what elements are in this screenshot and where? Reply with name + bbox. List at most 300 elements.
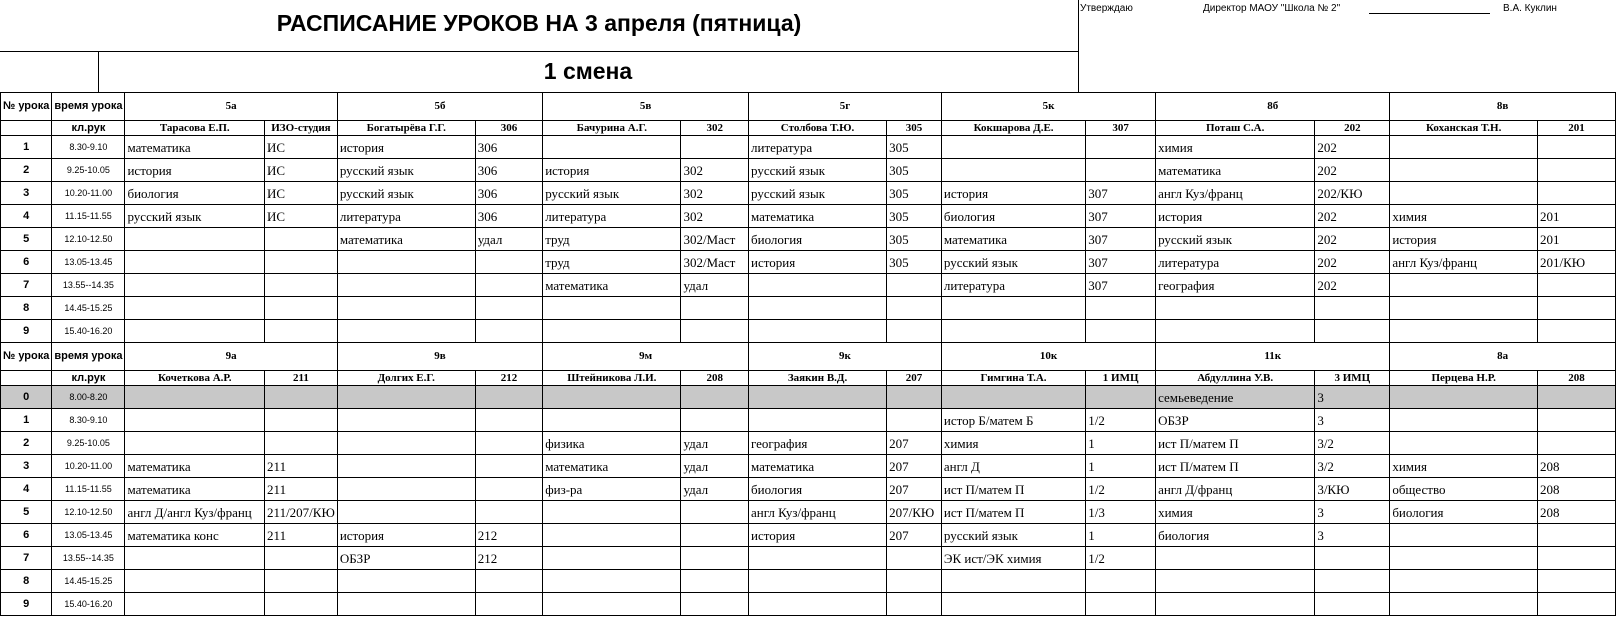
room-cell — [1086, 386, 1156, 409]
subject-cell — [749, 386, 887, 409]
room-cell: 208 — [1538, 478, 1616, 501]
class-teacher-label: кл.рук — [52, 121, 125, 136]
subject-cell: истор Б/матем Б — [941, 409, 1085, 432]
room-cell: 305 — [887, 159, 942, 182]
room-cell: 1 — [1086, 524, 1156, 547]
room-cell — [1538, 524, 1616, 547]
subject-cell: англ Д/англ Куз/франц — [125, 501, 265, 524]
room-cell — [475, 570, 543, 593]
room-cell — [1086, 593, 1156, 616]
room-cell — [265, 409, 338, 432]
subject-cell — [1156, 547, 1315, 570]
subject-cell — [337, 570, 475, 593]
room-cell — [1315, 320, 1390, 343]
class-room: 207 — [887, 371, 942, 386]
class-room: 307 — [1086, 121, 1156, 136]
schedule-table — [0, 92, 1616, 616]
lesson-row — [1, 205, 1616, 228]
room-cell: 211/207/КЮ — [265, 501, 338, 524]
subject-cell — [125, 570, 265, 593]
subject-cell: литература — [1156, 251, 1315, 274]
room-cell — [1538, 386, 1616, 409]
room-cell: 202 — [1315, 205, 1390, 228]
class-room: 208 — [681, 371, 749, 386]
room-cell — [1538, 136, 1616, 159]
room-cell — [265, 228, 338, 251]
subject-cell: история — [125, 159, 265, 182]
class-teacher: Богатырёва Г.Г. — [337, 121, 475, 136]
lesson-time: 8.30-9.10 — [52, 136, 125, 159]
subject-cell: физика — [543, 432, 681, 455]
room-cell: 3 — [1315, 501, 1390, 524]
subject-cell: литература — [543, 205, 681, 228]
room-cell — [681, 524, 749, 547]
room-cell — [681, 320, 749, 343]
class-name: 8а — [1390, 343, 1616, 371]
room-cell — [1538, 297, 1616, 320]
lesson-number: 3 — [1, 182, 52, 205]
lesson-number: 3 — [1, 455, 52, 478]
subject-cell: химия — [941, 432, 1085, 455]
lesson-number: 7 — [1, 547, 52, 570]
room-cell — [1086, 320, 1156, 343]
room-cell — [887, 297, 942, 320]
room-cell: 1/2 — [1086, 478, 1156, 501]
room-cell — [475, 320, 543, 343]
room-cell: 307 — [1086, 205, 1156, 228]
room-cell: 202 — [1315, 136, 1390, 159]
teacher-header-row — [1, 121, 1616, 136]
lesson-number: 2 — [1, 159, 52, 182]
subject-cell — [1390, 274, 1538, 297]
lesson-row — [1, 320, 1616, 343]
subject-cell: русский язык — [941, 251, 1085, 274]
room-cell — [1086, 159, 1156, 182]
class-teacher: Перцева Н.Р. — [1390, 371, 1538, 386]
room-cell — [1538, 409, 1616, 432]
subject-cell: математика — [337, 228, 475, 251]
subject-cell: биология — [1156, 524, 1315, 547]
class-name: 5г — [749, 93, 942, 121]
class-room: 211 — [265, 371, 338, 386]
subject-cell: труд — [543, 251, 681, 274]
subject-cell: история — [543, 159, 681, 182]
room-cell: 202 — [1315, 251, 1390, 274]
subject-cell: ОБЗР — [337, 547, 475, 570]
room-cell — [1538, 570, 1616, 593]
room-cell — [1315, 297, 1390, 320]
room-cell: 3/2 — [1315, 432, 1390, 455]
subject-cell — [543, 570, 681, 593]
subject-cell: англ Д/франц — [1156, 478, 1315, 501]
subject-cell: англ Куз/франц — [749, 501, 887, 524]
class-teacher: Штейникова Л.И. — [543, 371, 681, 386]
lesson-number: 4 — [1, 478, 52, 501]
room-cell: ИС — [265, 205, 338, 228]
subject-cell — [749, 409, 887, 432]
room-cell: 306 — [475, 159, 543, 182]
lesson-number: 5 — [1, 501, 52, 524]
page-title: РАСПИСАНИЕ УРОКОВ НА 3 апреля (пятница) — [276, 10, 802, 36]
subject-cell: история — [749, 524, 887, 547]
blank-header-cell — [1, 371, 52, 386]
lesson-row — [1, 478, 1616, 501]
room-cell: 305 — [887, 136, 942, 159]
signature-line — [1369, 13, 1490, 14]
room-cell — [475, 478, 543, 501]
subject-cell: история — [337, 524, 475, 547]
room-cell: 207 — [887, 455, 942, 478]
room-cell: 207 — [887, 432, 942, 455]
room-cell — [1538, 182, 1616, 205]
room-cell: 307 — [1086, 251, 1156, 274]
subject-cell: русский язык — [749, 182, 887, 205]
room-cell: 207 — [887, 478, 942, 501]
class-header-row — [1, 343, 1616, 371]
room-cell: удал — [681, 432, 749, 455]
subject-cell: история — [1156, 205, 1315, 228]
class-teacher: Коханская Т.Н. — [1390, 121, 1538, 136]
room-cell — [475, 501, 543, 524]
room-cell: 202 — [1315, 228, 1390, 251]
subject-cell — [749, 320, 887, 343]
room-cell — [265, 570, 338, 593]
subject-cell: литература — [941, 274, 1085, 297]
subject-cell: ОБЗР — [1156, 409, 1315, 432]
class-teacher: Заякин В.Д. — [749, 371, 887, 386]
class-room: ИЗО-студия — [265, 121, 338, 136]
room-cell: 1 — [1086, 432, 1156, 455]
subject-cell — [941, 570, 1085, 593]
class-room: 302 — [681, 121, 749, 136]
subject-cell — [1390, 524, 1538, 547]
subject-cell: физ-ра — [543, 478, 681, 501]
subject-cell — [1156, 570, 1315, 593]
subject-cell: ист П/матем П — [941, 501, 1085, 524]
room-cell — [1086, 297, 1156, 320]
subject-cell: история — [941, 182, 1085, 205]
room-cell: 201 — [1538, 228, 1616, 251]
room-cell: удал — [681, 274, 749, 297]
lesson-number: 4 — [1, 205, 52, 228]
subject-cell — [337, 386, 475, 409]
subject-cell — [749, 274, 887, 297]
room-cell: 201 — [1538, 205, 1616, 228]
class-teacher: Гимгина Т.А. — [941, 371, 1085, 386]
room-cell: 208 — [1538, 455, 1616, 478]
subject-cell: общество — [1390, 478, 1538, 501]
class-name: 9а — [125, 343, 337, 371]
subject-cell — [337, 478, 475, 501]
class-name: 9к — [749, 343, 942, 371]
lesson-row — [1, 297, 1616, 320]
room-cell — [887, 593, 942, 616]
lesson-number: 6 — [1, 251, 52, 274]
room-cell: 302/Маст — [681, 251, 749, 274]
subject-cell: русский язык — [125, 205, 265, 228]
room-cell: 302 — [681, 159, 749, 182]
subject-cell: англ Куз/франц — [1156, 182, 1315, 205]
lesson-number: 6 — [1, 524, 52, 547]
room-cell: удал — [681, 455, 749, 478]
room-cell — [1315, 570, 1390, 593]
room-cell: 1/3 — [1086, 501, 1156, 524]
subject-cell — [337, 501, 475, 524]
subject-cell — [125, 228, 265, 251]
room-cell: 307 — [1086, 274, 1156, 297]
room-cell — [681, 386, 749, 409]
subject-cell — [337, 455, 475, 478]
subject-cell: история — [1390, 228, 1538, 251]
class-teacher: Тарасова Е.П. — [125, 121, 265, 136]
class-name: 5в — [543, 93, 749, 121]
class-name: 5б — [337, 93, 542, 121]
class-teacher: Поташ С.А. — [1156, 121, 1315, 136]
lesson-number: 9 — [1, 320, 52, 343]
room-cell: 307 — [1086, 182, 1156, 205]
subject-cell — [941, 297, 1085, 320]
room-cell — [681, 297, 749, 320]
room-cell: 201/КЮ — [1538, 251, 1616, 274]
lesson-time-header: время урока — [52, 343, 125, 371]
subject-cell: химия — [1156, 136, 1315, 159]
subject-cell — [543, 547, 681, 570]
subject-cell — [749, 593, 887, 616]
subject-cell — [1390, 159, 1538, 182]
class-header-row — [1, 93, 1616, 121]
lesson-number: 0 — [1, 386, 52, 409]
room-cell — [475, 409, 543, 432]
room-cell: ИС — [265, 182, 338, 205]
room-cell: удал — [681, 478, 749, 501]
subject-cell — [543, 409, 681, 432]
lesson-row — [1, 159, 1616, 182]
class-name: 9в — [337, 343, 542, 371]
class-room: 1 ИМЦ — [1086, 371, 1156, 386]
lesson-time: 14.45-15.25 — [52, 297, 125, 320]
room-cell: 306 — [475, 136, 543, 159]
room-cell: 212 — [475, 547, 543, 570]
subject-cell: география — [749, 432, 887, 455]
subject-cell — [941, 593, 1085, 616]
subject-cell: биология — [941, 205, 1085, 228]
subject-cell — [749, 570, 887, 593]
lesson-time: 13.55--14.35 — [52, 547, 125, 570]
class-room: 3 ИМЦ — [1315, 371, 1390, 386]
lesson-number: 7 — [1, 274, 52, 297]
subject-cell — [543, 524, 681, 547]
subject-cell — [337, 274, 475, 297]
subject-cell — [337, 320, 475, 343]
lesson-time: 12.10-12.50 — [52, 501, 125, 524]
subject-cell: русский язык — [941, 524, 1085, 547]
room-cell: 3 — [1315, 409, 1390, 432]
class-teacher: Столбова Т.Ю. — [749, 121, 887, 136]
room-cell — [681, 136, 749, 159]
subject-cell: химия — [1390, 455, 1538, 478]
room-cell: 3/КЮ — [1315, 478, 1390, 501]
subject-cell: литература — [749, 136, 887, 159]
room-cell — [475, 386, 543, 409]
lesson-number: 8 — [1, 570, 52, 593]
class-name: 11к — [1156, 343, 1390, 371]
lesson-number-header: № урока — [1, 93, 52, 121]
lesson-time: 8.30-9.10 — [52, 409, 125, 432]
class-room: 208 — [1538, 371, 1616, 386]
lesson-row — [1, 432, 1616, 455]
subject-cell: литература — [337, 205, 475, 228]
room-cell: 3 — [1315, 386, 1390, 409]
room-cell — [1538, 432, 1616, 455]
room-cell: 305 — [887, 251, 942, 274]
room-cell — [265, 274, 338, 297]
approve-name: В.А. Куклин — [1503, 3, 1557, 14]
lesson-row — [1, 251, 1616, 274]
lesson-time: 15.40-16.20 — [52, 593, 125, 616]
room-cell: 212 — [475, 524, 543, 547]
room-cell — [475, 432, 543, 455]
class-room: 306 — [475, 121, 543, 136]
subject-cell — [543, 297, 681, 320]
header-divider-vertical — [1078, 0, 1079, 92]
class-name: 8в — [1390, 93, 1616, 121]
subject-cell: биология — [749, 478, 887, 501]
room-cell — [681, 570, 749, 593]
subject-cell: русский язык — [749, 159, 887, 182]
lesson-number: 9 — [1, 593, 52, 616]
room-cell — [1086, 136, 1156, 159]
subject-cell: химия — [1390, 205, 1538, 228]
room-cell — [681, 501, 749, 524]
subject-cell: математика конс — [125, 524, 265, 547]
room-cell — [887, 386, 942, 409]
room-cell: 207/КЮ — [887, 501, 942, 524]
room-cell: 302 — [681, 205, 749, 228]
subject-cell: труд — [543, 228, 681, 251]
room-cell: 302 — [681, 182, 749, 205]
lesson-time: 8.00-8.20 — [52, 386, 125, 409]
lesson-row — [1, 228, 1616, 251]
lesson-time: 10.20-11.00 — [52, 182, 125, 205]
subject-cell: математика — [125, 478, 265, 501]
subject-cell — [125, 432, 265, 455]
room-cell — [1538, 274, 1616, 297]
lesson-time: 11.15-11.55 — [52, 205, 125, 228]
lesson-time: 9.25-10.05 — [52, 432, 125, 455]
teacher-header-row — [1, 371, 1616, 386]
lesson-number: 8 — [1, 297, 52, 320]
class-name: 5а — [125, 93, 337, 121]
subject-cell — [1390, 320, 1538, 343]
subject-cell: ЭК ист/ЭК химия — [941, 547, 1085, 570]
room-cell: 307 — [1086, 228, 1156, 251]
room-cell — [1538, 320, 1616, 343]
subject-cell — [125, 547, 265, 570]
room-cell: 1 — [1086, 455, 1156, 478]
subject-cell — [1156, 593, 1315, 616]
room-cell: 1/2 — [1086, 547, 1156, 570]
subject-cell: математика — [543, 274, 681, 297]
subject-cell: химия — [1156, 501, 1315, 524]
subject-cell: русский язык — [337, 182, 475, 205]
lesson-time: 9.25-10.05 — [52, 159, 125, 182]
subject-cell — [941, 386, 1085, 409]
lesson-number-header: № урока — [1, 343, 52, 371]
lesson-number: 2 — [1, 432, 52, 455]
room-cell: 1/2 — [1086, 409, 1156, 432]
room-cell: 306 — [475, 205, 543, 228]
subject-cell — [337, 409, 475, 432]
room-cell — [681, 547, 749, 570]
lesson-time: 11.15-11.55 — [52, 478, 125, 501]
subject-cell — [543, 386, 681, 409]
subject-cell — [125, 274, 265, 297]
lesson-time: 13.05-13.45 — [52, 524, 125, 547]
room-cell — [265, 297, 338, 320]
room-cell — [475, 593, 543, 616]
subject-cell — [543, 136, 681, 159]
subject-cell — [1156, 297, 1315, 320]
room-cell — [887, 570, 942, 593]
class-room: 201 — [1538, 121, 1616, 136]
room-cell: 3 — [1315, 524, 1390, 547]
subject-cell: математика — [1156, 159, 1315, 182]
lesson-row — [1, 547, 1616, 570]
lesson-row — [1, 386, 1616, 409]
subject-cell — [1390, 432, 1538, 455]
subject-cell — [543, 593, 681, 616]
room-cell: 306 — [475, 182, 543, 205]
subject-cell: история — [749, 251, 887, 274]
subject-cell — [1156, 320, 1315, 343]
schedule-body — [1, 93, 1616, 616]
subject-cell: русский язык — [1156, 228, 1315, 251]
room-cell — [887, 274, 942, 297]
subject-cell — [1390, 297, 1538, 320]
lesson-number: 1 — [1, 409, 52, 432]
room-cell — [887, 320, 942, 343]
subject-cell — [337, 251, 475, 274]
subject-cell: англ Д — [941, 455, 1085, 478]
subject-cell: математика — [125, 455, 265, 478]
subject-cell — [543, 501, 681, 524]
room-cell — [681, 409, 749, 432]
class-teacher: Кокшарова Д.Е. — [941, 121, 1085, 136]
subject-cell — [749, 547, 887, 570]
room-cell: 211 — [265, 455, 338, 478]
lesson-row — [1, 593, 1616, 616]
lesson-time: 15.40-16.20 — [52, 320, 125, 343]
lesson-time: 13.55--14.35 — [52, 274, 125, 297]
class-room: 202 — [1315, 121, 1390, 136]
lesson-time: 10.20-11.00 — [52, 455, 125, 478]
subject-cell — [1390, 593, 1538, 616]
subject-cell: биология — [1390, 501, 1538, 524]
lesson-time-header: время урока — [52, 93, 125, 121]
lesson-row — [1, 136, 1616, 159]
room-cell: 202/КЮ — [1315, 182, 1390, 205]
subject-cell — [125, 251, 265, 274]
subject-cell: русский язык — [543, 182, 681, 205]
subject-cell: математика — [125, 136, 265, 159]
room-cell — [265, 386, 338, 409]
lesson-row — [1, 182, 1616, 205]
class-name: 10к — [941, 343, 1155, 371]
subject-cell: математика — [749, 205, 887, 228]
class-name: 8б — [1156, 93, 1390, 121]
room-cell — [1538, 593, 1616, 616]
subject-cell — [749, 297, 887, 320]
